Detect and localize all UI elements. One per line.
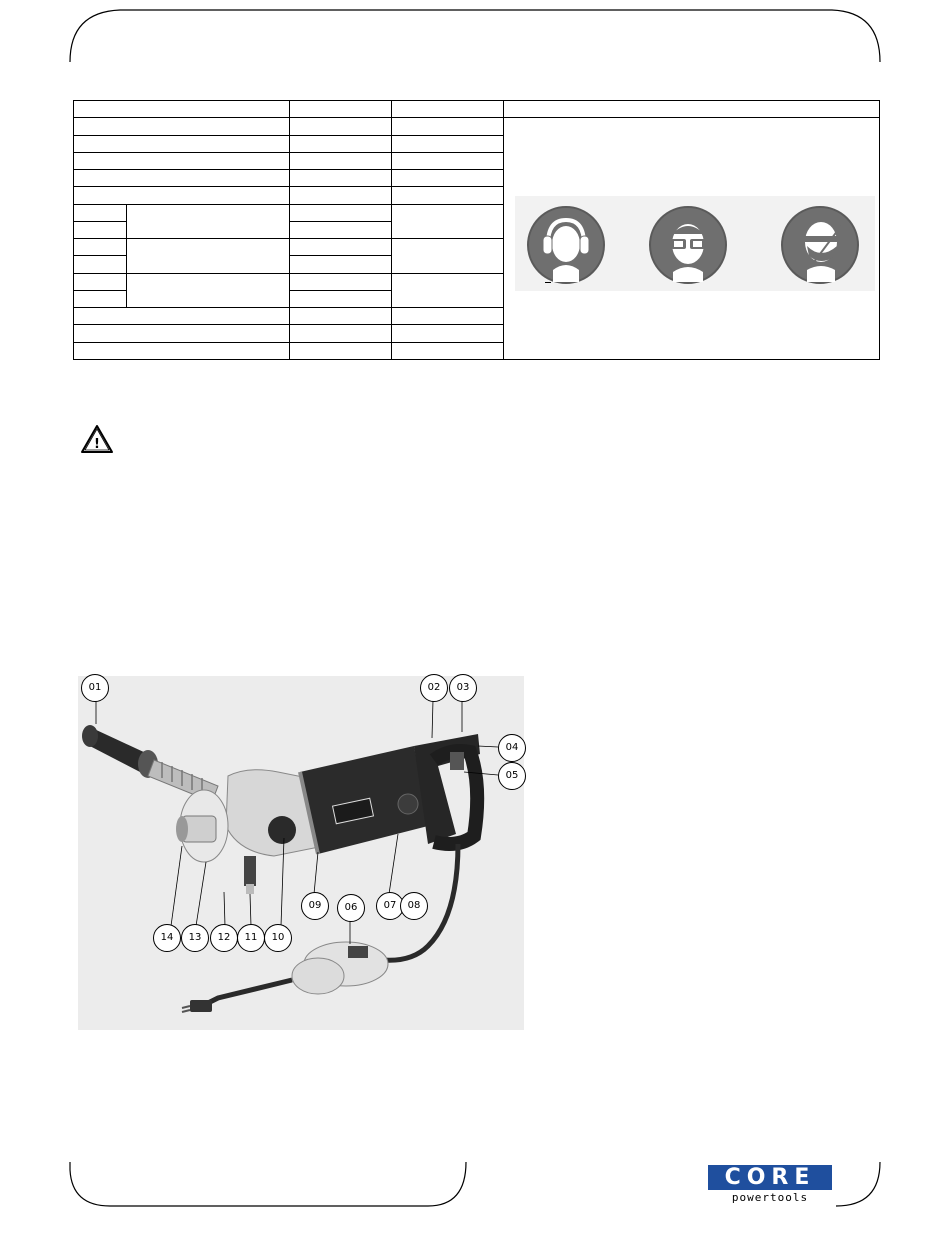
prcd-unit <box>182 942 388 1012</box>
ear-protection-icon <box>527 206 605 284</box>
callout-12: 12 <box>210 924 238 952</box>
sign-caption-mark <box>545 282 551 283</box>
core-powertools-logo <box>708 1165 832 1205</box>
callout-06: 06 <box>337 894 365 922</box>
callout-09: 09 <box>301 892 329 920</box>
motor-housing <box>300 746 428 854</box>
eye-protection-icon <box>649 206 727 284</box>
svg-text:!: ! <box>94 437 100 452</box>
table-row <box>74 118 880 135</box>
drill-illustration <box>78 676 524 1030</box>
callout-11: 11 <box>237 924 265 952</box>
side-handle <box>82 725 218 802</box>
callout-01: 01 <box>81 674 109 702</box>
callout-02: 02 <box>420 674 448 702</box>
rear-handle <box>414 734 480 844</box>
logo-subtitle: powertools <box>731 1191 809 1204</box>
callout-03: 03 <box>449 674 477 702</box>
callout-13: 13 <box>181 924 209 952</box>
callout-10: 10 <box>264 924 292 952</box>
callout-14: 14 <box>153 924 181 952</box>
callout-07: 07 <box>376 892 404 920</box>
warning-triangle-icon <box>80 424 114 454</box>
callout-04: 04 <box>498 734 526 762</box>
logo-brand: CORE <box>708 1165 832 1190</box>
dust-mask-icon <box>781 206 859 284</box>
callout-08: 08 <box>400 892 428 920</box>
callout-05: 05 <box>498 762 526 790</box>
table-row <box>74 101 880 118</box>
